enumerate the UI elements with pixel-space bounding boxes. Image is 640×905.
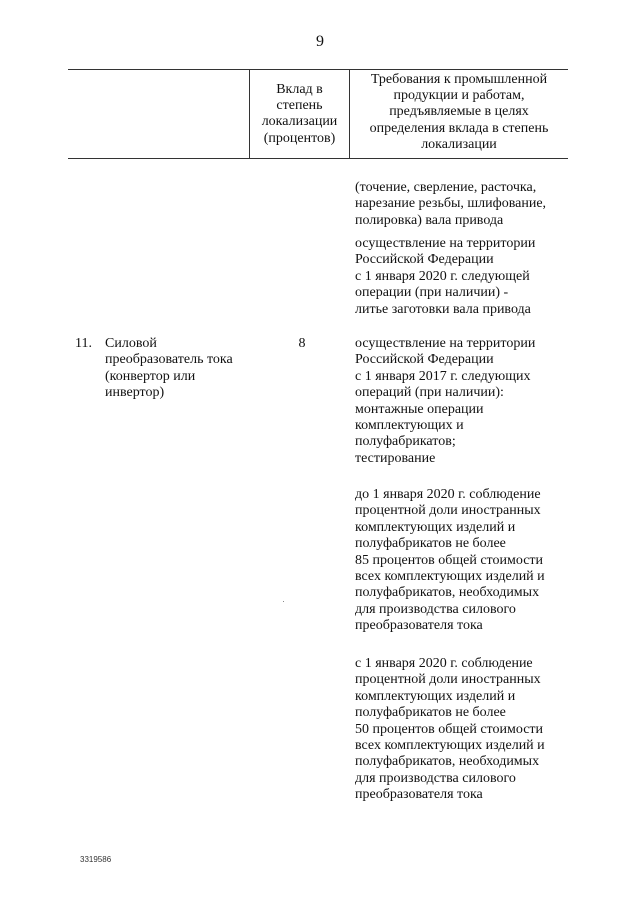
requirement-text: с 1 января 2020 г. соблюдение процентной доли иностранных комплектующих изделий и полуфабрикатов не более 50 процентов общей стоимости всех комплектующих изделий и полуфабрикатов, необходимых для производства силового преобразователя тока: [355, 656, 545, 803]
requirement-continuation-text: (точение, сверление, расточка, нарезание резьбы, шлифование, полировка) вала привода: [355, 180, 547, 228]
scan-speck: [283, 601, 284, 602]
column-header-requirements: Требования к промышленной продукции и работам, предъявляемые в целях определения вклада в степень локализации: [369, 72, 549, 152]
page-number: 9: [316, 33, 324, 50]
header-column-divider: [349, 69, 350, 158]
requirement-text: до 1 января 2020 г. соблюдение процентной доли иностранных комплектующих изделий и полуфабрикатов не более 85 процентов общей стоимости всех комплектующих изделий и полуфабрикатов, необходимых для производства силового преобразователя тока: [355, 487, 545, 634]
requirement-continuation-text: осуществление на территории Российской Федерации с 1 января 2020 г. следующей операции (при наличии) - литье заготовки вала привода: [355, 236, 536, 317]
document-code: 3319586: [80, 855, 112, 864]
product-name: Силовой преобразователь тока (конвертор или инвертор): [105, 336, 233, 401]
row-number: 11.: [75, 336, 92, 351]
column-header-contribution: Вклад в степень локализации (процентов): [261, 82, 338, 146]
table-header-bottom-rule: [68, 158, 568, 159]
requirement-text: осуществление на территории Российской Федерации с 1 января 2017 г. следующих операций (при наличии): монтажные операции комплектующих и полуфабрикатов; тестирование: [355, 336, 536, 466]
localization-percent: 8: [298, 336, 306, 351]
table-top-rule: [68, 69, 568, 70]
